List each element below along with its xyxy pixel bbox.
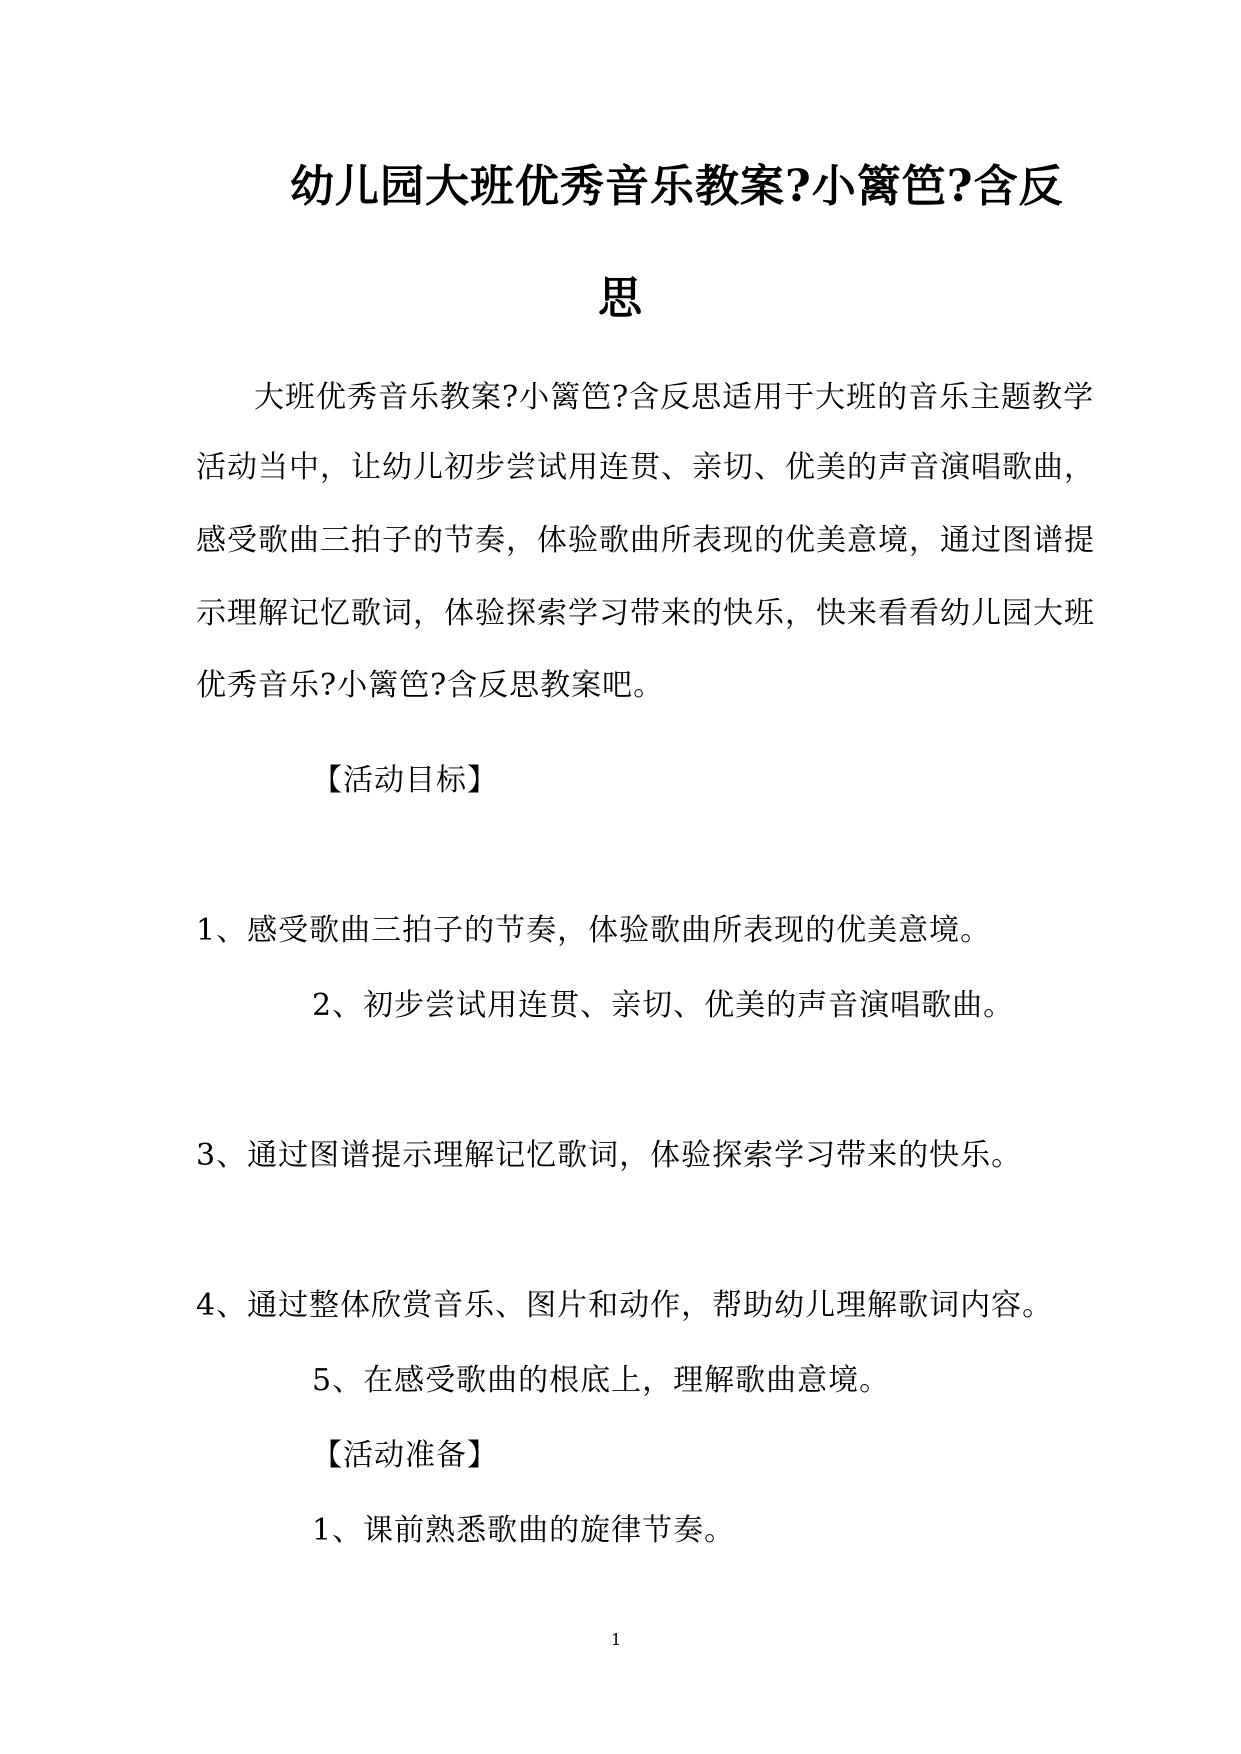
intro-paragraph-line: 示理解记忆歌词，体验探索学习带来的快乐，快来看看幼儿园大班	[196, 596, 1095, 631]
goal-item: 5、在感受歌曲的根底上，理解歌曲意境。	[312, 1363, 891, 1398]
goal-item: 3、通过图谱提示理解记忆歌词，体验探索学习带来的快乐。	[196, 1138, 1023, 1173]
page-number: 1	[611, 1630, 622, 1649]
intro-paragraph-line: 感受歌曲三拍子的节奏，体验歌曲所表现的优美意境，通过图谱提	[196, 523, 1095, 558]
document-title-line-1: 幼儿园大班优秀音乐教案?小篱笆?含反	[290, 161, 1064, 212]
intro-paragraph-line: 活动当中，让幼儿初步尝试用连贯、亲切、优美的声音演唱歌曲，	[196, 450, 1095, 485]
document-title-line-2: 思	[598, 273, 643, 324]
intro-paragraph-line: 优秀音乐?小篱笆?含反思教案吧。	[196, 668, 665, 703]
goal-item: 4、通过整体欣赏音乐、图片和动作，帮助幼儿理解歌词内容。	[196, 1288, 1054, 1323]
prep-item: 1、课前熟悉歌曲的旋律节奏。	[312, 1513, 736, 1548]
goal-item: 1、感受歌曲三拍子的节奏，体验歌曲所表现的优美意境。	[196, 913, 992, 948]
section-heading-prep: 【活动准备】	[312, 1438, 498, 1473]
intro-paragraph-line: 大班优秀音乐教案?小篱笆?含反思适用于大班的音乐主题教学	[254, 380, 1095, 415]
section-heading-goals: 【活动目标】	[312, 763, 498, 798]
goal-item: 2、初步尝试用连贯、亲切、优美的声音演唱歌曲。	[312, 988, 1015, 1023]
